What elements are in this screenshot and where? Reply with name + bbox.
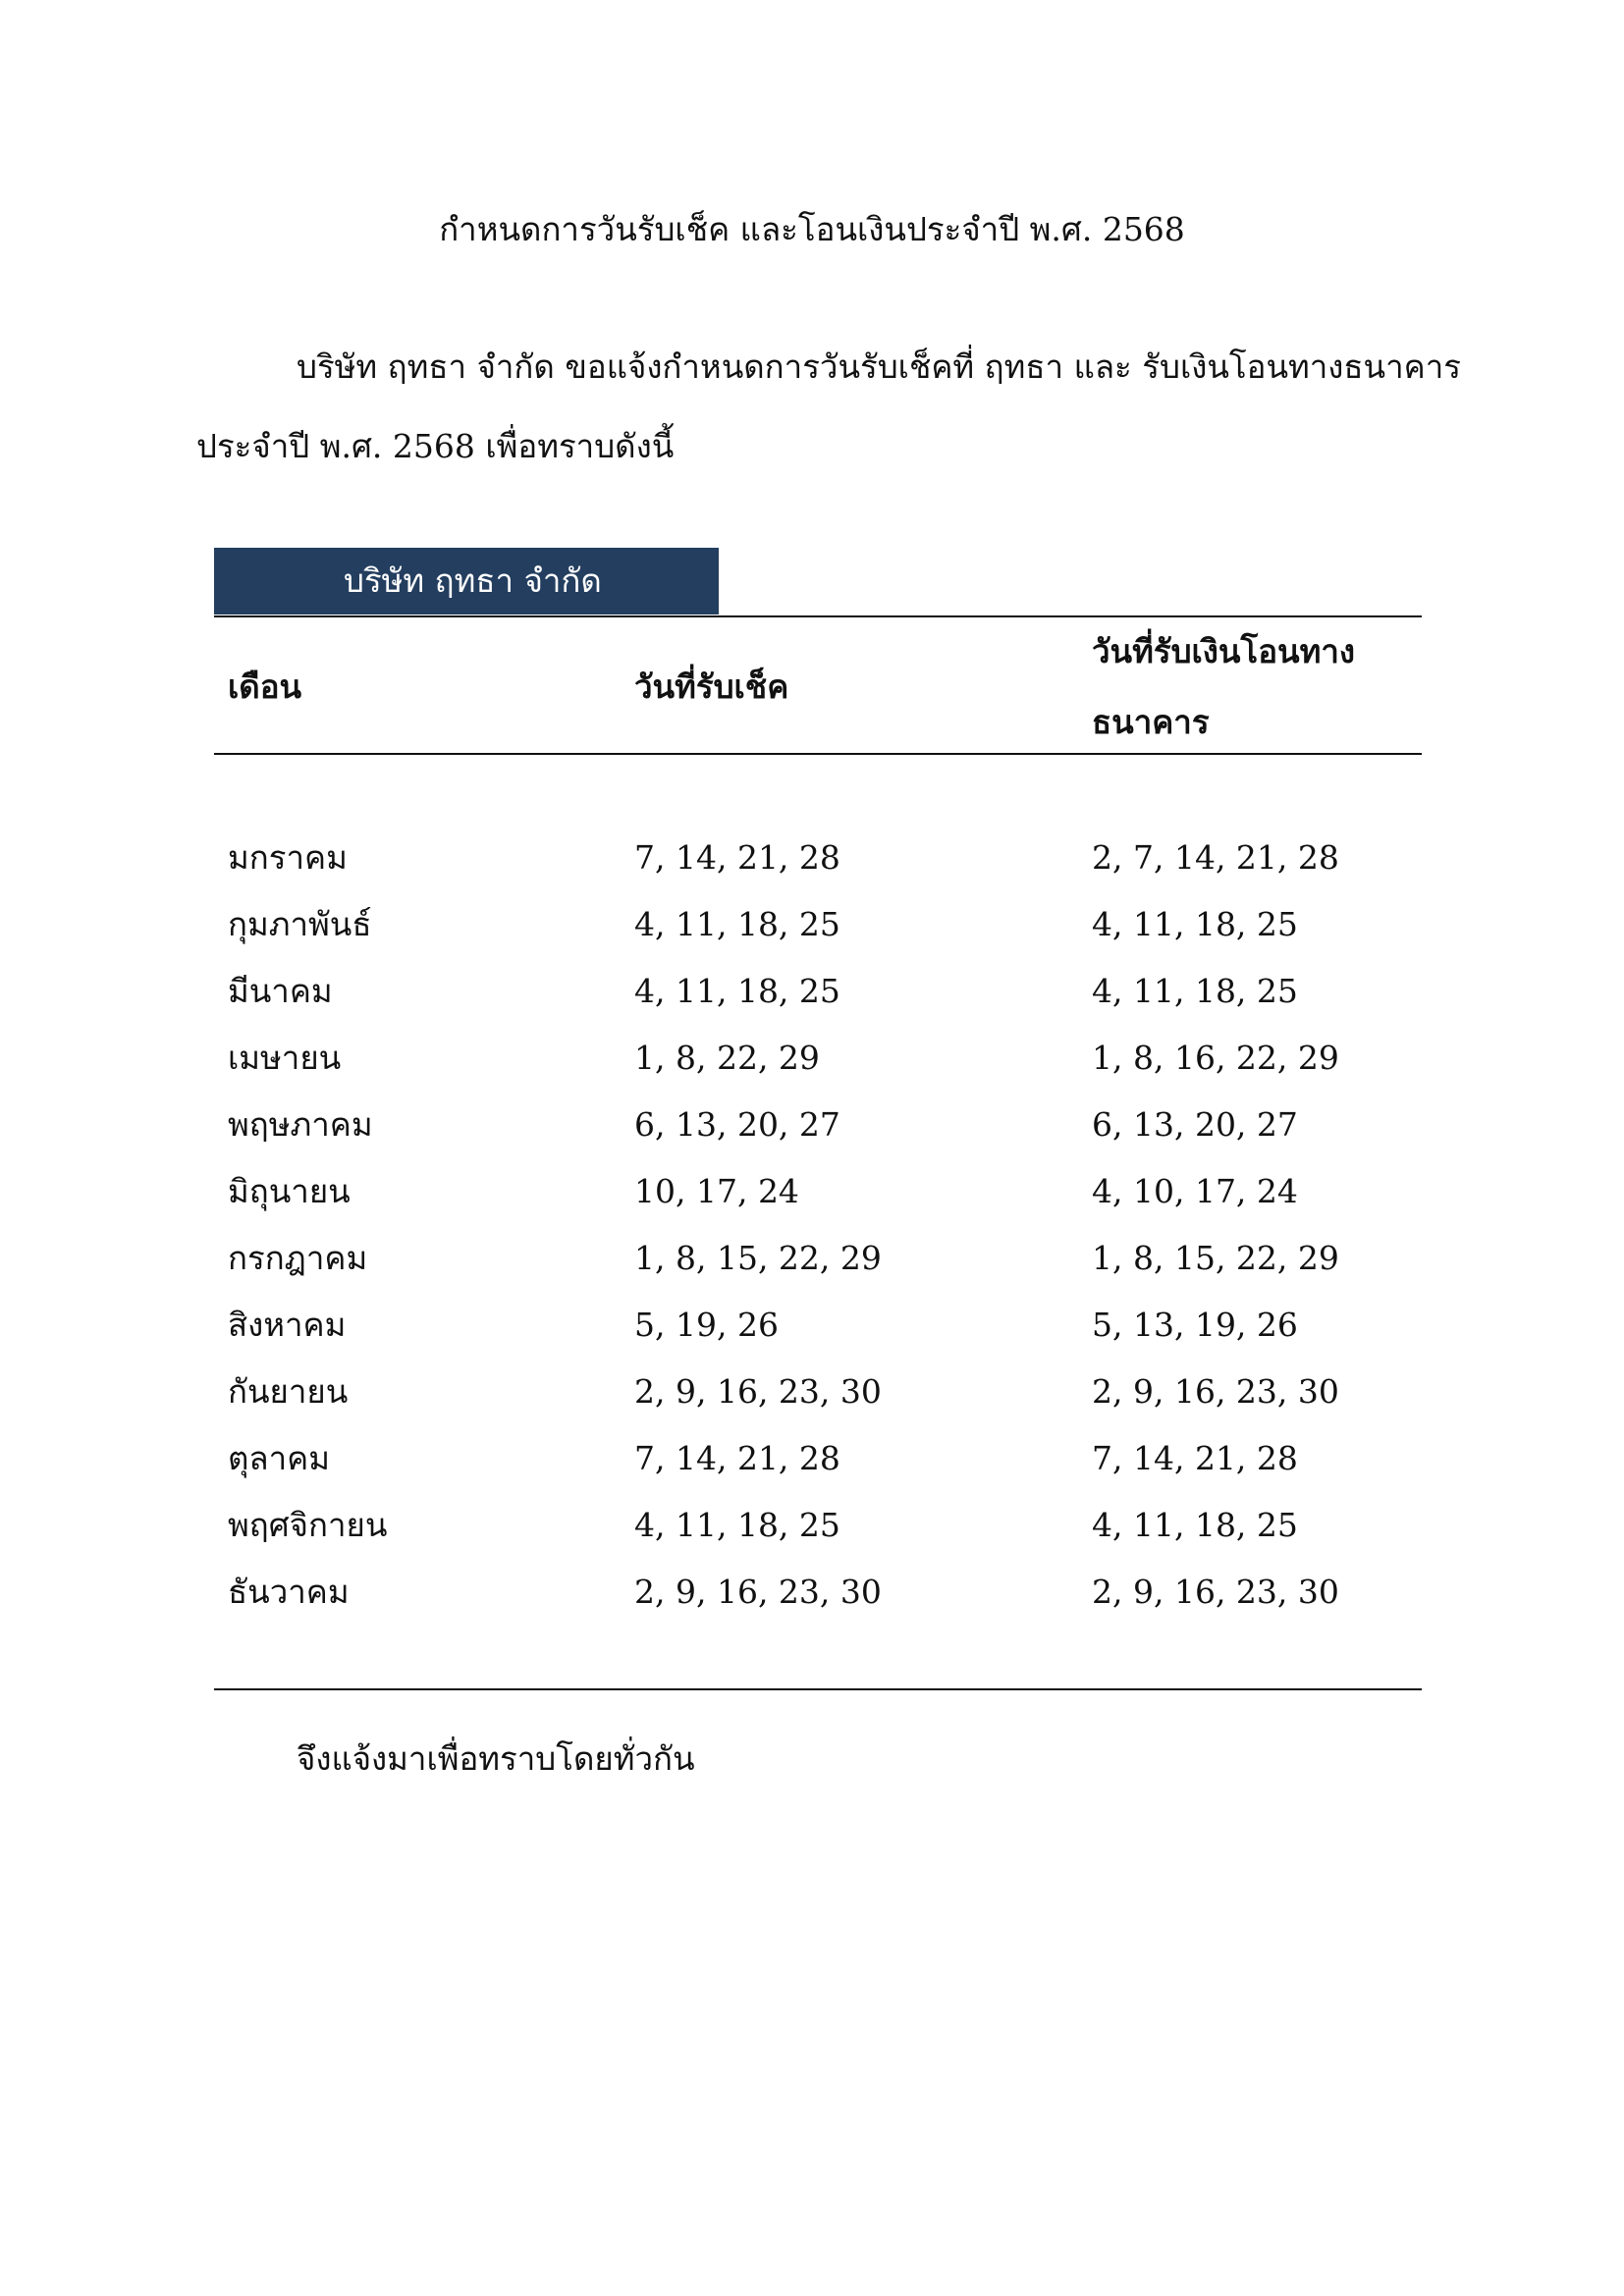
closing-line: จึงแจ้งมาเพื่อทราบโดยทั่วกัน <box>297 1739 695 1778</box>
table-row <box>214 891 1422 958</box>
transfer-date-cell: 6, 13, 20, 27 <box>1092 1105 1298 1144</box>
transfer-date-cell: 4, 11, 18, 25 <box>1092 1506 1298 1544</box>
month-cell: พฤศจิกายน <box>228 1506 388 1544</box>
check-date-cell: 10, 17, 24 <box>634 1172 799 1210</box>
month-cell: พฤษภาคม <box>228 1105 373 1144</box>
month-cell: ตุลาคม <box>228 1439 331 1477</box>
month-cell: เมษายน <box>228 1039 342 1077</box>
check-date-cell: 2, 9, 16, 23, 30 <box>634 1573 882 1611</box>
column-header-month: เดือน <box>228 667 302 706</box>
check-date-cell: 1, 8, 22, 29 <box>634 1039 820 1077</box>
check-date-cell: 4, 11, 18, 25 <box>634 1506 840 1544</box>
table-body <box>214 825 1422 1626</box>
table-row <box>214 1425 1422 1492</box>
column-header-check-date: วันที่รับเช็ค <box>634 667 789 706</box>
table-row <box>214 1559 1422 1626</box>
table-row <box>214 1225 1422 1292</box>
intro-paragraph-line-2: ประจำปี พ.ศ. 2568 เพื่อทราบดังนี้ <box>196 427 675 465</box>
check-date-cell: 4, 11, 18, 25 <box>634 972 840 1010</box>
table-row <box>214 825 1422 891</box>
table-row <box>214 958 1422 1025</box>
intro-paragraph-line-1: บริษัท ฤทธา จำกัด ขอแจ้งกำหนดการวันรับเช็คที่ ฤทธา และ รับเงินโอนทางธนาคาร <box>297 347 1461 386</box>
table-row <box>214 1359 1422 1425</box>
transfer-date-cell: 4, 11, 18, 25 <box>1092 905 1298 943</box>
table-row <box>214 1092 1422 1158</box>
check-date-cell: 6, 13, 20, 27 <box>634 1105 840 1144</box>
transfer-date-cell: 5, 13, 19, 26 <box>1092 1306 1298 1344</box>
month-cell: กุมภาพันธ์ <box>228 905 372 943</box>
month-cell: มีนาคม <box>228 972 333 1010</box>
company-header-band: บริษัท ฤทธา จำกัด <box>214 548 719 614</box>
transfer-date-cell: 4, 11, 18, 25 <box>1092 972 1298 1010</box>
transfer-date-cell: 2, 9, 16, 23, 30 <box>1092 1372 1339 1411</box>
table-header-rule <box>214 753 1422 755</box>
table-row <box>214 1025 1422 1092</box>
check-date-cell: 4, 11, 18, 25 <box>634 905 840 943</box>
check-date-cell: 7, 14, 21, 28 <box>634 1439 840 1477</box>
document-title: กำหนดการวันรับเช็ค และโอนเงินประจำปี พ.ศ. 2568 <box>439 210 1185 248</box>
month-cell: สิงหาคม <box>228 1306 347 1344</box>
transfer-date-cell: 1, 8, 15, 22, 29 <box>1092 1239 1339 1277</box>
transfer-date-cell: 2, 7, 14, 21, 28 <box>1092 838 1339 877</box>
table-row <box>214 1292 1422 1359</box>
table-bottom-rule <box>214 1688 1422 1690</box>
check-date-cell: 5, 19, 26 <box>634 1306 779 1344</box>
month-cell: ธันวาคม <box>228 1573 350 1611</box>
table-row <box>214 1158 1422 1225</box>
transfer-date-cell: 1, 8, 16, 22, 29 <box>1092 1039 1339 1077</box>
check-date-cell: 7, 14, 21, 28 <box>634 838 840 877</box>
month-cell: กรกฎาคม <box>228 1239 368 1277</box>
month-cell: กันยายน <box>228 1372 349 1411</box>
month-cell: มิถุนายน <box>228 1172 351 1210</box>
column-header-transfer-date: วันที่รับเงินโอนทางธนาคาร <box>1092 632 1355 741</box>
check-date-cell: 2, 9, 16, 23, 30 <box>634 1372 882 1411</box>
transfer-date-cell: 4, 10, 17, 24 <box>1092 1172 1298 1210</box>
transfer-date-cell: 7, 14, 21, 28 <box>1092 1439 1298 1477</box>
table-row <box>214 1492 1422 1559</box>
transfer-date-cell: 2, 9, 16, 23, 30 <box>1092 1573 1339 1611</box>
check-date-cell: 1, 8, 15, 22, 29 <box>634 1239 882 1277</box>
month-cell: มกราคม <box>228 838 348 877</box>
